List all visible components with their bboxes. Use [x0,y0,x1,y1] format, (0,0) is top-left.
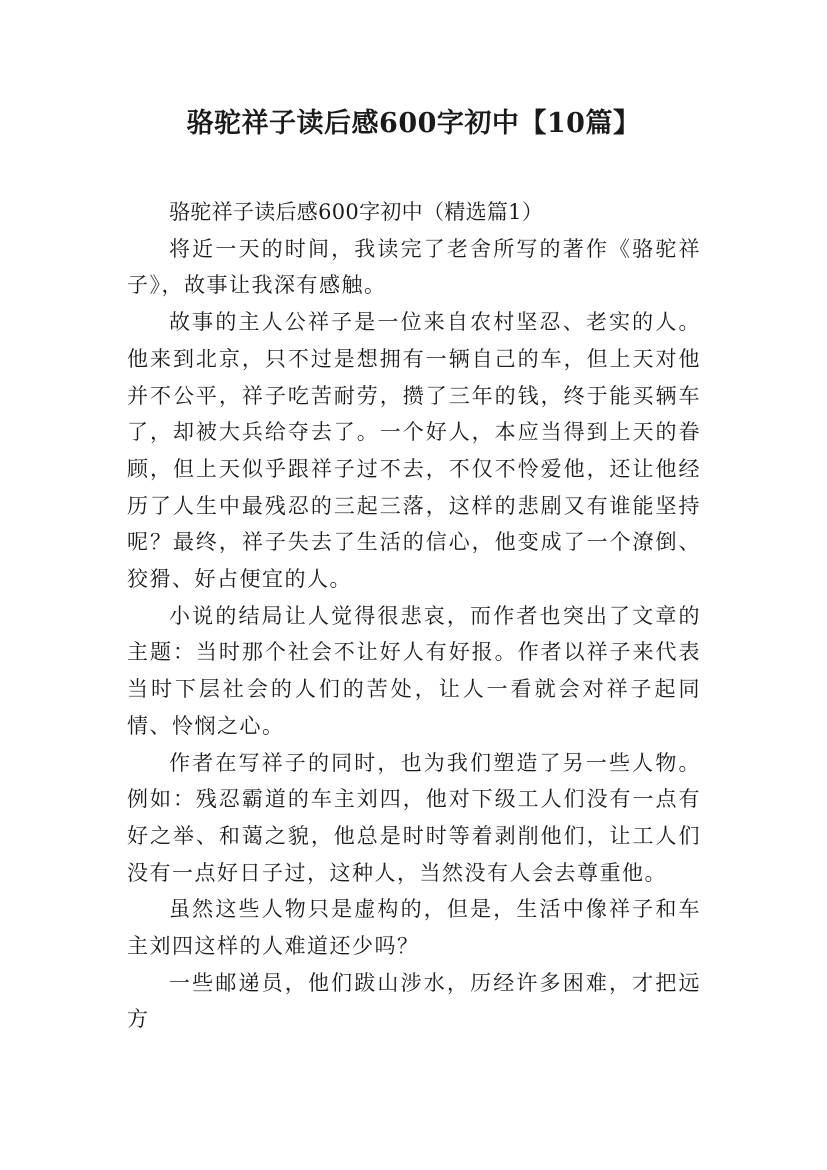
paragraph: 故事的主人公祥子是一位来自农村坚忍、老实的人。他来到北京，只不过是想拥有一辆自己的车，但上天对他并不公平，祥子吃苦耐劳，攒了三年的钱，终于能买辆车了，却被大兵给夺去了。一个好人，本应当得到上天的眷顾，但上天似乎跟祥子过不去，不仅不怜爱他，还让他经历了人生中最残忍的三起三落，这样的悲剧又有谁能坚持呢？最终，祥子失去了生活的信心，他变成了一个潦倒、狡猾、好占便宜的人。 [127,310,701,592]
paragraph: 小说的结局让人觉得很悲哀，而作者也突出了文章的主题：当时那个社会不让好人有好报。作者以祥子来代表当时下层社会的人们的苦处，让人一看就会对祥子起同情、怜悯之心。 [127,603,701,738]
document-body [127,194,701,1038]
paragraph: 将近一天的时间，我读完了老舍所写的著作《骆驼祥子》，故事让我深有感触。 [127,236,701,298]
section-heading: 骆驼祥子读后感600字初中（精选篇1） [169,200,544,224]
paragraph: 一些邮递员，他们跋山涉水，历经许多困难，才把远方 [127,970,701,1032]
paragraph: 虽然这些人物只是虚构的，但是，生活中像祥子和车主刘四这样的人难道还少吗？ [127,897,701,959]
document-title: 骆驼祥子读后感600字初中【10篇】 [186,108,641,139]
paragraph: 作者在写祥子的同时，也为我们塑造了另一些人物。例如：残忍霸道的车主刘四，他对下级工人们没有一点有好之举、和蔼之貌，他总是时时等着剥削他们，让工人们没有一点好日子过，这种人，当然没有人会去尊重他。 [127,750,701,885]
